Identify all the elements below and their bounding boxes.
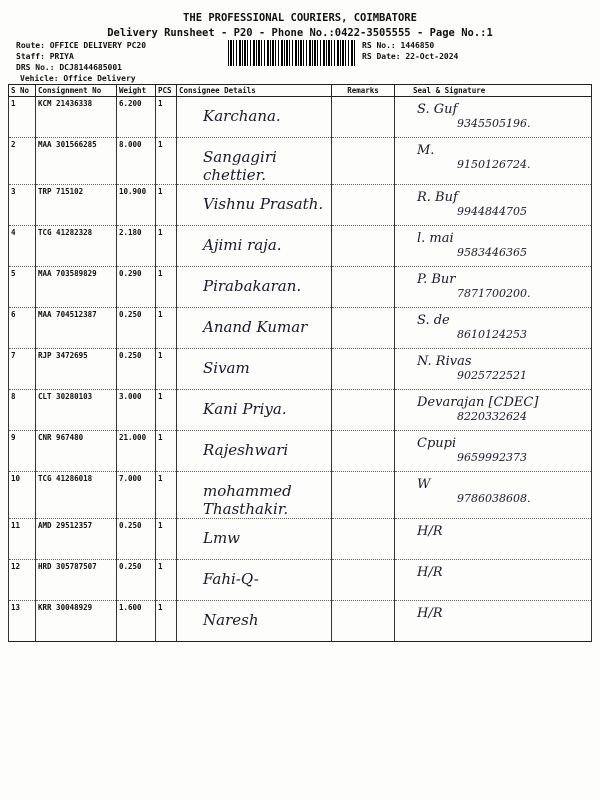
table-row [9,431,592,472]
pcs-cell: 1 [156,601,177,642]
consignment-number-cell: AMD 29512357 [36,519,117,560]
weight-cell: 0.250 [117,349,156,390]
table-row [9,308,592,349]
signature-block [397,396,589,424]
table-row [9,601,592,642]
weight-cell: 10.900 [117,185,156,226]
remarks-cell [332,185,395,226]
signature-cell [395,308,592,349]
col-header-remarks: Remarks [332,85,395,97]
rs-number: RS No.: 1446850 [362,41,435,50]
handwritten-phone: 9345505196. [457,117,531,130]
consignee-handwritten-name: mohammed Thasthakir. [203,482,292,518]
pcs-cell: 1 [156,308,177,349]
table-row [9,97,592,138]
remarks-cell [332,138,395,185]
signature-cell [395,601,592,642]
signature-block [397,355,589,383]
consignment-number-cell: MAA 704512387 [36,308,117,349]
pcs-cell: 1 [156,472,177,519]
signature-block [397,314,589,342]
consignee-cell [177,97,332,138]
handwritten-phone: 9150126724. [457,158,531,171]
serial-number-cell: 11 [9,519,36,560]
consignee-handwritten-name: Anand Kumar [203,318,308,336]
consignment-number-cell: HRD 305787507 [36,560,117,601]
consignment-number-cell: TCG 41282328 [36,226,117,267]
consignee-cell [177,472,332,519]
company-title: THE PROFESSIONAL COURIERS, COIMBATORE [183,12,417,24]
consignee-cell [177,519,332,560]
signature-block [397,191,589,219]
signature-block [397,478,589,506]
signature-cell [395,267,592,308]
weight-cell: 7.000 [117,472,156,519]
drs-text: DRS No.: DCJ8144685001 [16,63,122,72]
serial-number-cell: 9 [9,431,36,472]
signature-cell [395,138,592,185]
runsheet-table [8,84,592,642]
weight-cell: 8.000 [117,138,156,185]
pcs-cell: 1 [156,431,177,472]
pcs-cell: 1 [156,138,177,185]
consignee-cell [177,390,332,431]
weight-cell: 0.250 [117,308,156,349]
handwritten-signature: Cpupi [417,436,457,451]
signature-block [397,607,589,621]
pcs-cell: 1 [156,560,177,601]
table-row [9,226,592,267]
serial-number-cell: 4 [9,226,36,267]
consignee-cell [177,560,332,601]
handwritten-signature: S. Guf [417,102,458,117]
col-header-consignee: Consignee Details [177,85,332,97]
route-meta [16,40,146,84]
handwritten-phone: 9583446365 [457,246,527,259]
col-header-consignment: Consignment No [36,85,117,97]
pcs-cell: 1 [156,519,177,560]
serial-number-cell: 8 [9,390,36,431]
serial-number-cell: 10 [9,472,36,519]
weight-cell: 3.000 [117,390,156,431]
signature-cell [395,431,592,472]
pcs-cell: 1 [156,390,177,431]
consignee-handwritten-name: Kani Priya. [203,400,287,418]
remarks-cell [332,431,395,472]
consignment-number-cell: CLT 30280103 [36,390,117,431]
route-text: Route: OFFICE DELIVERY PC20 [16,41,147,50]
serial-number-cell: 1 [9,97,36,138]
remarks-cell [332,472,395,519]
consignee-cell [177,185,332,226]
handwritten-signature: N. Rivas [417,354,472,369]
signature-cell [395,390,592,431]
consignee-handwritten-name: Vishnu Prasath. [203,195,324,213]
signature-cell [395,185,592,226]
consignee-cell [177,431,332,472]
handwritten-signature: P. Bur [417,272,456,287]
handwritten-phone: 9786038608. [457,492,531,505]
remarks-cell [332,349,395,390]
col-header-sno: S No [9,85,36,97]
handwritten-signature: M. [417,143,435,158]
table-row [9,267,592,308]
consignee-handwritten-name: Karchana. [203,107,281,125]
signature-block [397,273,589,301]
consignee-cell [177,267,332,308]
handwritten-phone: 8610124253 [457,328,527,341]
weight-cell: 2.180 [117,226,156,267]
serial-number-cell: 3 [9,185,36,226]
signature-block [397,103,589,131]
consignment-number-cell: MAA 703589829 [36,267,117,308]
handwritten-phone: 8220332624 [457,410,527,423]
consignment-number-cell: MAA 301566285 [36,138,117,185]
consignment-number-cell: RJP 3472695 [36,349,117,390]
serial-number-cell: 7 [9,349,36,390]
handwritten-signature: R. Buf [417,190,458,205]
consignee-handwritten-name: Fahi-Q- [203,570,259,588]
consignee-handwritten-name: Ajimi raja. [203,236,282,254]
col-header-weight: Weight [117,85,156,97]
remarks-cell [332,390,395,431]
signature-cell [395,97,592,138]
weight-cell: 1.600 [117,601,156,642]
signature-cell [395,226,592,267]
remarks-cell [332,560,395,601]
consignee-handwritten-name: Sangagiri chettier. [203,148,277,184]
staff-text: Staff: PRIYA [16,52,74,61]
handwritten-signature: l. mai [417,231,454,246]
pcs-cell: 1 [156,267,177,308]
signature-cell [395,472,592,519]
handwritten-phone: 9659992373 [457,451,527,464]
consignee-handwritten-name: Sivam [203,359,250,377]
signature-block [397,437,589,465]
handwritten-signature: H/R [417,565,443,580]
table-header-row [9,85,592,97]
pcs-cell: 1 [156,185,177,226]
consignee-cell [177,601,332,642]
consignee-cell [177,349,332,390]
serial-number-cell: 13 [9,601,36,642]
signature-block [397,144,589,172]
table-row [9,560,592,601]
vehicle-text: Vehicle: Office Delivery [20,74,136,83]
table-row [9,390,592,431]
barcode-icon [228,40,356,66]
handwritten-signature: W [417,477,431,492]
weight-cell: 0.290 [117,267,156,308]
serial-number-cell: 6 [9,308,36,349]
table-row [9,349,592,390]
remarks-cell [332,267,395,308]
consignee-handwritten-name: Rajeshwari [203,441,289,459]
table-row [9,185,592,226]
runsheet-subtitle: Delivery Runsheet - P20 - Phone No.:0422-3505555 - Page No.:1 [107,27,493,39]
table-row [9,138,592,185]
signature-block [397,232,589,260]
handwritten-signature: H/R [417,606,443,621]
handwritten-signature: H/R [417,524,443,539]
consignment-number-cell: KRR 30048929 [36,601,117,642]
pcs-cell: 1 [156,226,177,267]
table-row [9,472,592,519]
remarks-cell [332,226,395,267]
consignee-handwritten-name: Naresh [203,611,259,629]
handwritten-phone: 7871700200. [457,287,531,300]
handwritten-phone: 9944844705 [457,205,527,218]
remarks-cell [332,97,395,138]
signature-block [397,566,589,580]
serial-number-cell: 12 [9,560,36,601]
remarks-cell [332,308,395,349]
rs-meta [362,40,458,62]
remarks-cell [332,601,395,642]
signature-cell [395,519,592,560]
pcs-cell: 1 [156,97,177,138]
serial-number-cell: 2 [9,138,36,185]
handwritten-phone: 9025722521 [457,369,527,382]
consignee-cell [177,226,332,267]
signature-block [397,525,589,539]
pcs-cell: 1 [156,349,177,390]
weight-cell: 0.250 [117,519,156,560]
signature-cell [395,349,592,390]
consignee-cell [177,308,332,349]
weight-cell: 21.000 [117,431,156,472]
consignee-handwritten-name: Pirabakaran. [203,277,302,295]
consignment-number-cell: TRP 715102 [36,185,117,226]
handwritten-signature: S. de [417,313,450,328]
col-header-pcs: PCS [156,85,177,97]
handwritten-signature: Devarajan [CDEC] [417,395,539,410]
consignee-cell [177,138,332,185]
weight-cell: 0.250 [117,560,156,601]
signature-cell [395,560,592,601]
remarks-cell [332,519,395,560]
weight-cell: 6.200 [117,97,156,138]
serial-number-cell: 5 [9,267,36,308]
col-header-signature: Seal & Signature [395,85,592,97]
rs-date: RS Date: 22-Oct-2024 [362,52,459,61]
table-row [9,519,592,560]
consignment-number-cell: CNR 967480 [36,431,117,472]
consignment-number-cell: TCG 41286018 [36,472,117,519]
consignment-number-cell: KCM 21436338 [36,97,117,138]
consignee-handwritten-name: Lmw [203,529,241,547]
